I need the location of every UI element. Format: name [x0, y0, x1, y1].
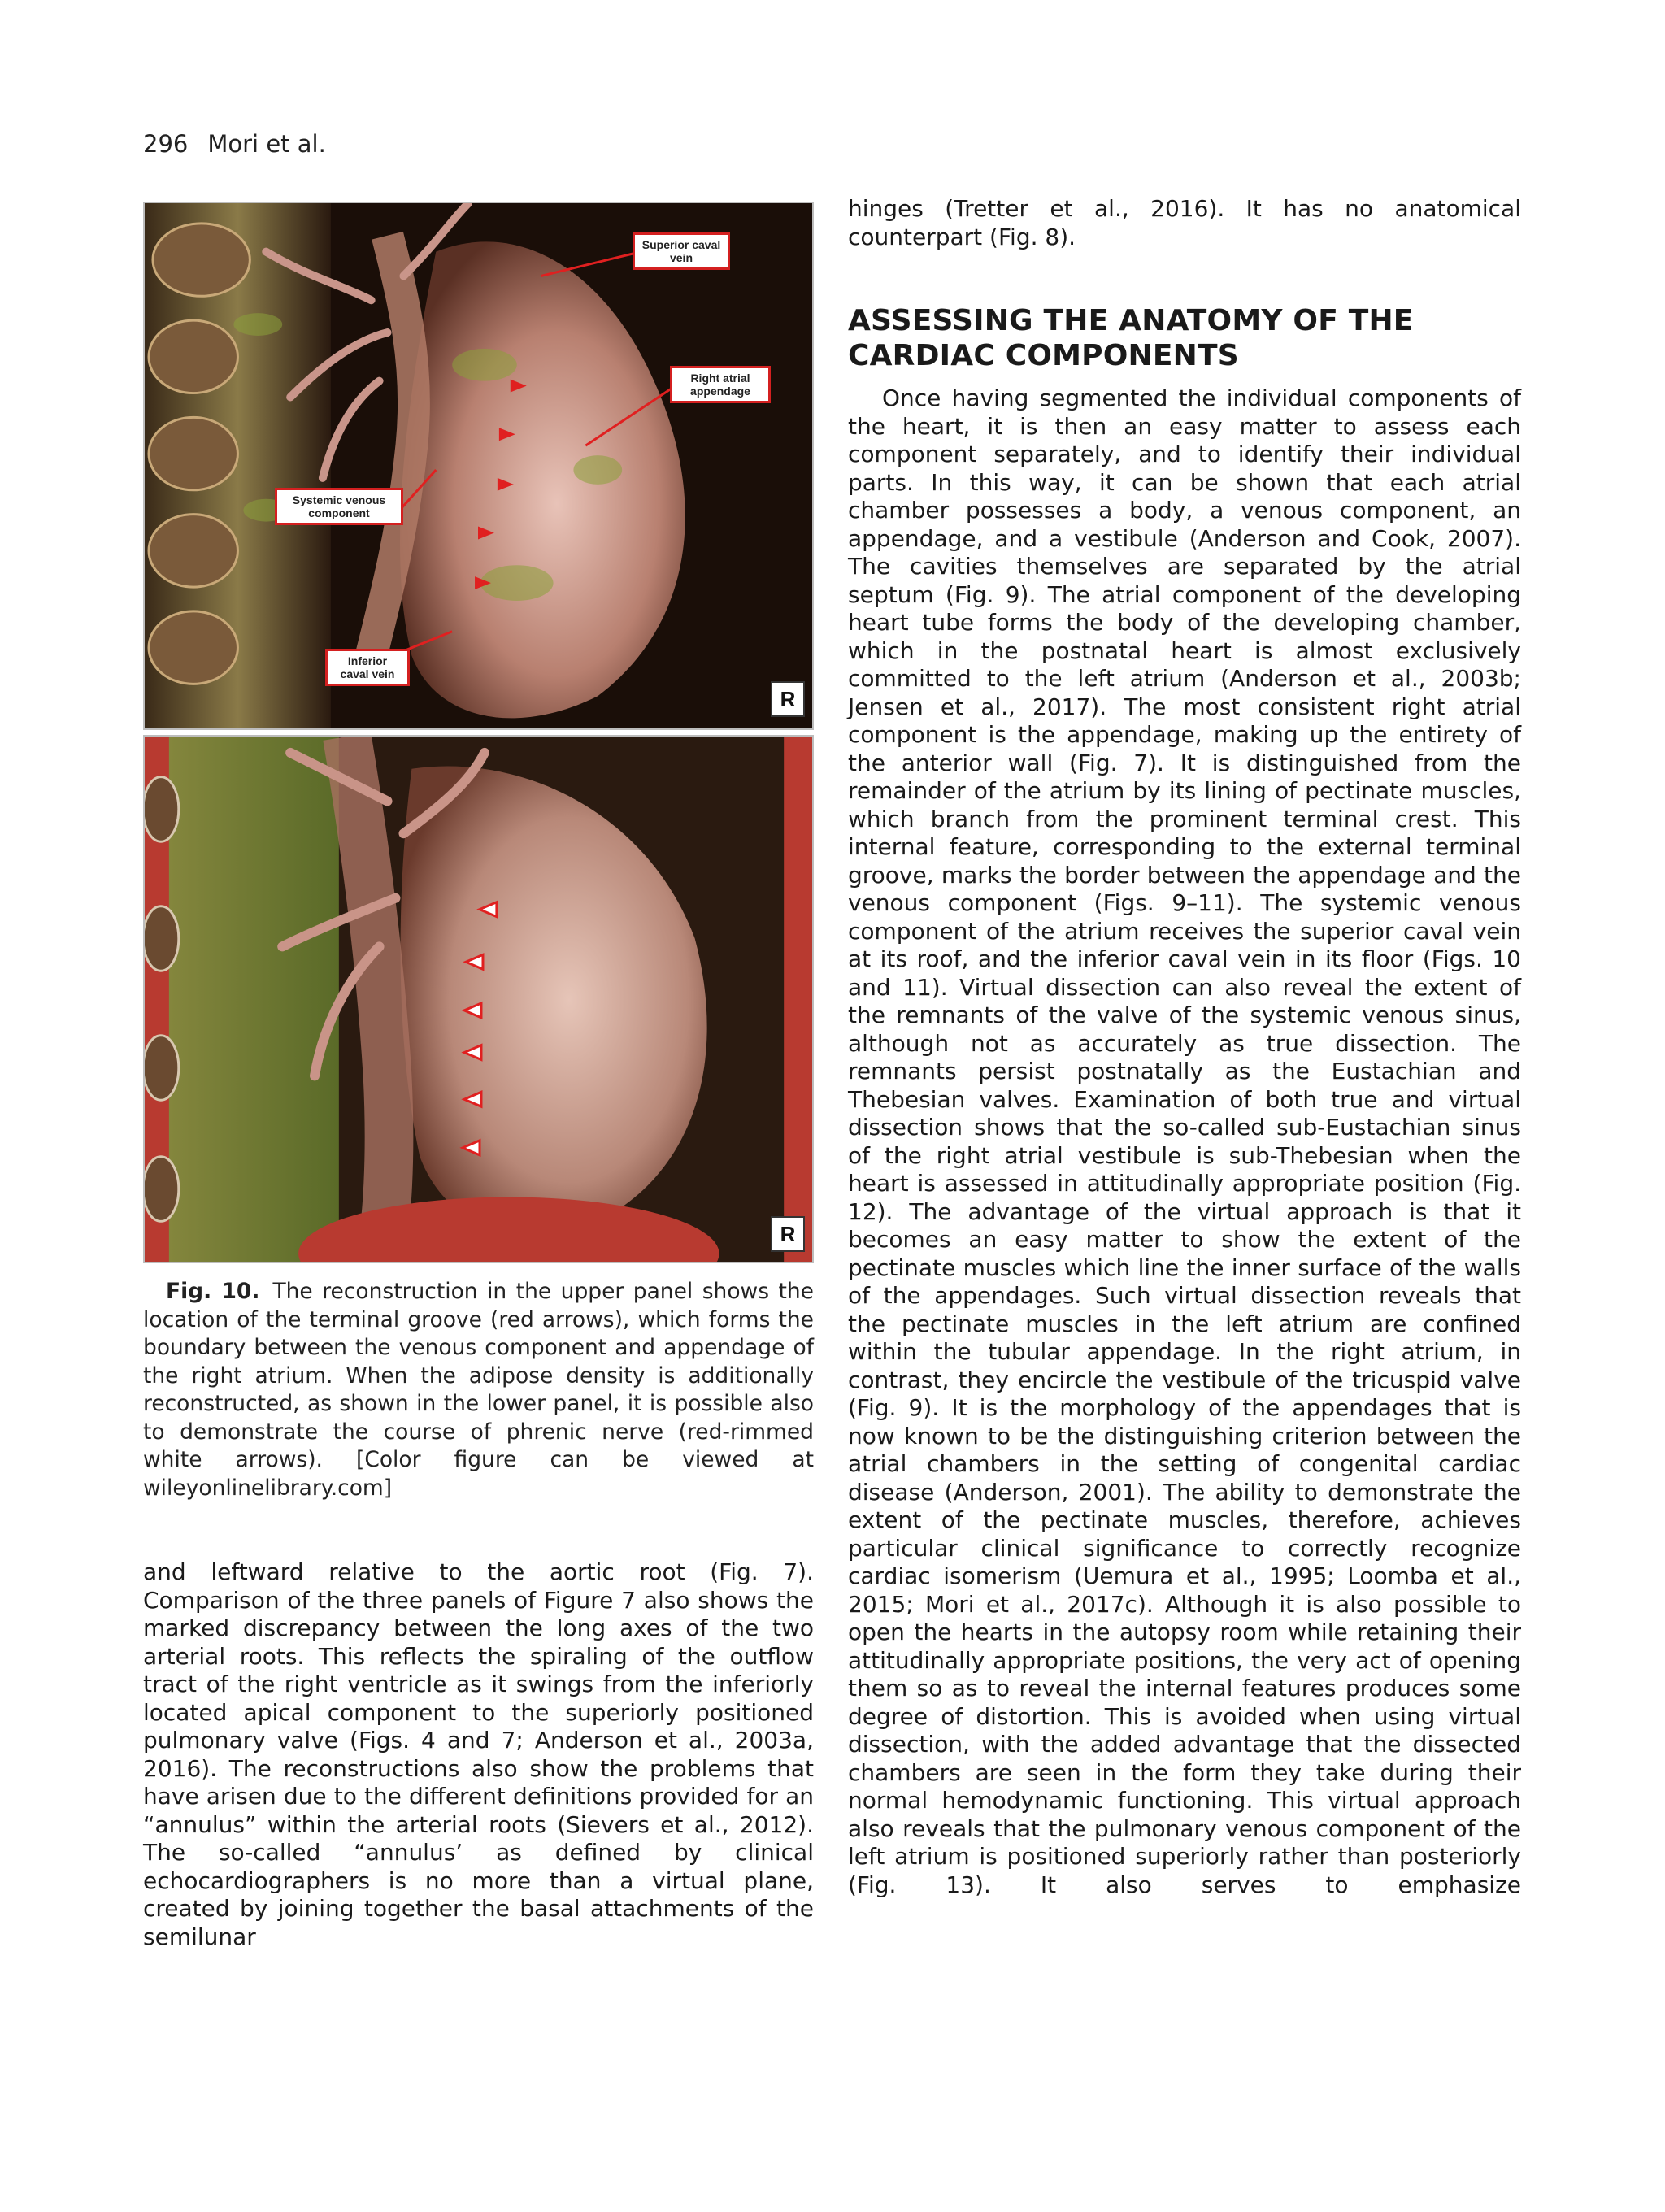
upper-panel: [143, 202, 814, 730]
figure-10: [143, 202, 814, 1263]
label-systemic-venous-component: Systemic venous component: [275, 488, 403, 525]
figure-caption: [143, 1278, 814, 1502]
section-heading: [848, 303, 1521, 373]
lower-panel-image: [145, 737, 812, 1262]
section-heading-line-2: CARDIAC COMPONENTS: [848, 339, 1239, 372]
lower-panel: [143, 735, 814, 1263]
section-heading-line-1: ASSESSING THE ANATOMY OF THE: [848, 304, 1414, 337]
running-head-authors: Mori et al.: [207, 130, 326, 158]
caption-text: The reconstruction in the upper panel shows the location of the terminal groove (red arrows), which forms the boundary between the venous component and appendage of the right atrium. When the adipose density is additionally reconstructed, as shown in the lower panel, it is possible also to demonstrate the course of phrenic nerve (red-rimmed white arrows). [Color figure can be viewed at wileyonlinelibrary.com]: [143, 1279, 814, 1501]
page-number: 296: [143, 130, 189, 158]
right-column: [848, 195, 1521, 1899]
upper-panel-image: [145, 203, 812, 728]
orientation-badge-lower: R: [771, 1216, 805, 1252]
label-superior-caval-vein: Superior caval vein: [633, 232, 730, 270]
running-head: [143, 130, 326, 158]
label-inferior-caval-vein: Inferior caval vein: [325, 649, 410, 686]
right-column-paragraph: Once having segmented the individual components of the heart, it is then an easy matter to assess each component separately, and to identify their individual parts. In this way, it can be shown that each atrial chamber possesses a body, a venous component, an appendage, and a vestibule (Anderson and Cook, 2007). The cavities themselves are separated by the atrial septum (Fig. 9). The atrial component of the developing heart tube forms the body of the developing chamber, which in the postnatal heart is almost exclusively committed to the left atrium (Anderson et al., 2003b; Jensen et al., 2017). The most consistent right atrial component is the appendage, making up the entirety of the anterior wall (Fig. 7). It is distinguished from the remainder of the atrium by its lining of pectinate muscles, which branch from the prominent terminal crest. This internal feature, corresponding to the external terminal groove, marks the border between the appendage and the venous component (Figs. 9–11). The systemic venous component of the atrium receives the superior caval vein at its roof, and the inferior caval vein in its floor (Figs. 10 and 11). Virtual dissection can also reveal the extent of the remnants of the valve of the systemic venous sinus, although not as accurately as true dissection. The remnants persist postnatally as the Eustachian and Thebesian valves. Examination of both true and virtual dissection shows that the so-called sub-Eustachian sinus of the right atrial vestibule is sub-Thebesian when the heart is assessed in attitudinally appropriate position (Fig. 12). The advantage of the virtual approach is that it becomes an easy matter to show the extent of the pectinate muscles which line the inner surface of the walls of the appendages. Such virtual dissection reveals that the pectinate muscles in the left atrium are confined within the tubular appendage. In the right atrium, in contrast, they encircle the vestibule of the tricuspid valve (Fig. 9). It is the morphology of the appendages that is now known to be the distinguishing criterion between the atrial chambers in the setting of congenital cardiac disease (Anderson, 2001). The ability to demonstrate the extent of the pectinate muscles, therefore, achieves particular clinical significance to correctly recognize cardiac isomerism (Uemura et al., 1995; Loomba et al., 2015; Mori et al., 2017c). Although it is also possible to open the hearts in the autopsy room while retaining their attitudinally appropriate positions, the very act of opening them so as to reveal the internal features produces some degree of distortion. This is avoided when using virtual dissection, with the added advantage that the dissected chambers are seen in the form they take during their normal hemodynamic functioning. This virtual approach also reveals that the pulmonary venous component of the left atrium is positioned superiorly rather than posteriorly (Fig. 13). It also serves to emphasize: [848, 385, 1521, 1898]
label-right-atrial-appendage: Right atrial appendage: [670, 366, 771, 403]
orientation-badge-upper: R: [771, 681, 805, 717]
left-column-paragraph: and leftward relative to the aortic root (Fig. 7). Comparison of the three panels of Figure 7 also shows the marked discrepancy between the long axes of the two arterial roots. This reflects the spiraling of the outflow tract of the right ventricle as it swings from the inferiorly located apical component to the superiorly positioned pulmonary valve (Figs. 4 and 7; Anderson et al., 2003a, 2016). The reconstructions also show the problems that have arisen due to the different definitions provided for an “annulus” within the arterial roots (Sievers et al., 2012). The so-called “annulus’ as defined by clinical echocardiographers is no more than a virtual plane, created by joining together the basal attachments of the semilunar: [143, 1558, 814, 1950]
right-column-top-paragraph: hinges (Tretter et al., 2016). It has no anatomical counterpart (Fig. 8).: [848, 195, 1521, 250]
left-column: [143, 1558, 814, 1951]
caption-label: Fig. 10.: [166, 1279, 260, 1304]
